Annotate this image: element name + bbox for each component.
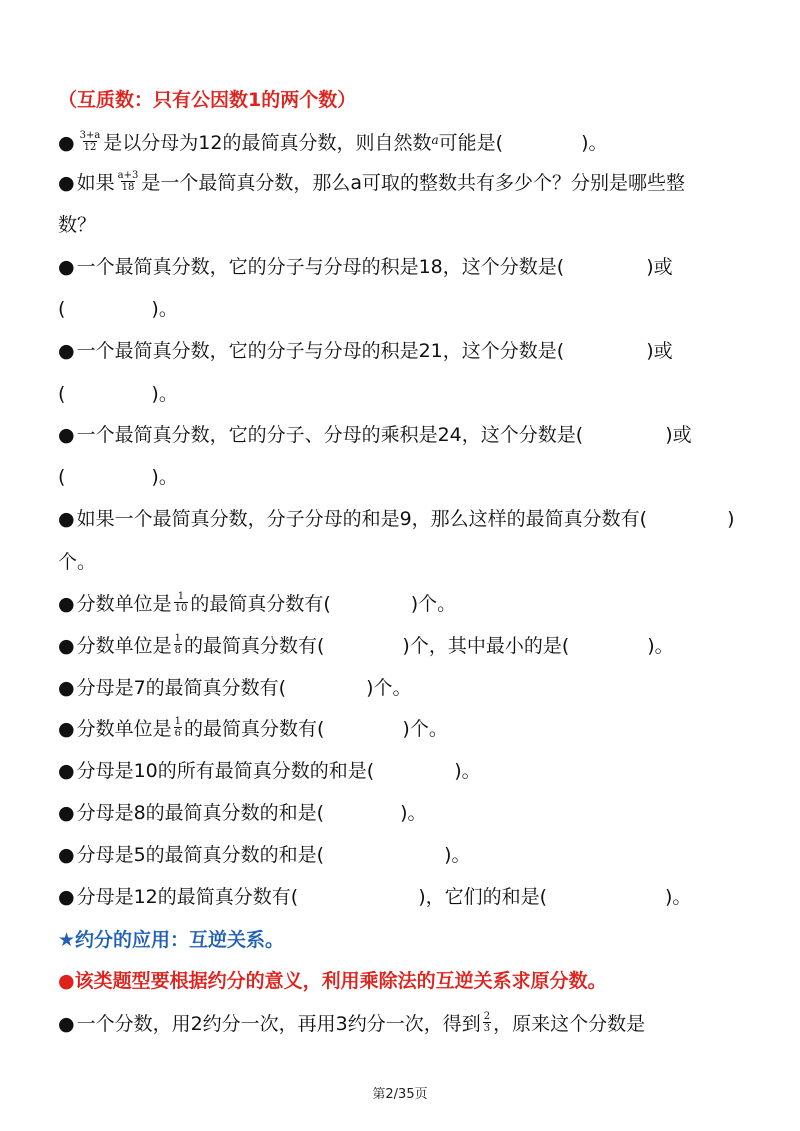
question-text: 数？ [58, 214, 97, 236]
question-text: 的最简真分数有( [183, 635, 325, 657]
fraction [174, 633, 182, 656]
question-text: ( [58, 466, 66, 488]
question-2-continued [58, 213, 760, 237]
question-14 [58, 885, 760, 909]
question-text: 的最简真分数有( [183, 718, 325, 740]
question-text: )，它们的和是( [418, 886, 548, 908]
question-text: 分数单位是 [76, 718, 172, 740]
fraction-numerator: 1 [177, 591, 185, 602]
page-number: 第2/35页 [372, 1087, 428, 1102]
section-text: ★约分的应用：互逆关系。 [58, 929, 285, 951]
bullet-icon: ● [58, 886, 75, 908]
fraction [483, 1011, 491, 1034]
question-text: )个。 [410, 593, 457, 615]
question-text: 分数单位是 [76, 635, 172, 657]
question-text: )或 [665, 424, 692, 446]
question-4-continued [58, 382, 760, 406]
fraction [79, 130, 102, 153]
fraction-numerator: 1 [174, 716, 181, 727]
question-text: )或 [646, 340, 673, 362]
bullet-icon: ● [58, 424, 75, 446]
question-1 [58, 128, 760, 155]
question-text: ( [58, 383, 66, 405]
fraction-denominator: 8 [174, 645, 181, 656]
bullet-icon: ● [58, 132, 75, 154]
fraction-numerator: 3+a [79, 130, 101, 141]
bullet-icon: ● [58, 1013, 75, 1035]
variable-a: a [431, 133, 439, 147]
question-text: )个，其中最小的是( [402, 635, 570, 657]
fraction [174, 716, 182, 739]
bullet-icon: ● [58, 844, 75, 866]
fraction [174, 591, 189, 614]
bullet-icon: ● [58, 508, 75, 530]
bullet-icon: ● [58, 760, 75, 782]
fraction [117, 170, 140, 193]
question-text: 一个最简真分数，它的分子与分母的积是21，这个分数是( [76, 340, 565, 362]
bullet-icon: ● [58, 635, 75, 657]
question-10 [58, 717, 760, 741]
fraction-denominator: 12 [83, 142, 97, 153]
header-text: （互质数：只有公因数1的两个数） [58, 89, 357, 111]
question-text: )。 [400, 802, 427, 824]
question-text: 分母是5的最简真分数的和是( [76, 844, 325, 866]
question-text: 一个分数，用2约分一次，再用3约分一次，得到 [76, 1013, 481, 1035]
question-text: 如果一个最简真分数，分子分母的和是9，那么这样的最简真分数有( [76, 508, 648, 530]
question-3-continued [58, 297, 760, 321]
question-text: ) [727, 508, 735, 530]
question-text: 分数单位是 [76, 593, 172, 615]
question-11 [58, 759, 760, 783]
bullet-icon: ● [58, 718, 75, 740]
question-text: )。 [151, 466, 178, 488]
question-13 [58, 843, 760, 867]
question-text: 可能是( [438, 132, 504, 154]
question-text: ( [58, 298, 66, 320]
question-text: )或 [646, 256, 673, 278]
question-text: )。 [151, 298, 178, 320]
bullet-icon: ● [58, 802, 75, 824]
question-text: )。 [581, 132, 608, 154]
note-text: ●该类题型要根据约分的意义，利用乘除法的互逆关系求原分数。 [58, 970, 607, 992]
question-text: )。 [647, 635, 674, 657]
section-heading-reduction [58, 928, 760, 952]
question-text: 如果 [76, 172, 115, 194]
question-3 [58, 255, 760, 279]
question-2 [58, 171, 760, 195]
question-text: 一个最简真分数，它的分子、分母的乘积是24，这个分数是( [76, 424, 584, 446]
bullet-icon: ● [58, 593, 75, 615]
question-text: 一个最简真分数，它的分子与分母的积是18，这个分数是( [76, 256, 565, 278]
question-text: 的最简真分数有( [190, 593, 331, 615]
question-4 [58, 339, 760, 363]
fraction-denominator: 6 [174, 728, 181, 739]
bullet-icon: ● [58, 256, 75, 278]
question-5 [58, 423, 760, 447]
question-7 [58, 592, 760, 616]
question-8 [58, 634, 760, 658]
question-text: 分母是7的最简真分数有( [76, 677, 287, 699]
question-text: 分母是8的最简真分数的和是( [76, 802, 325, 824]
question-9 [58, 676, 760, 700]
question-15 [58, 1012, 760, 1036]
question-text: )个。 [366, 677, 412, 699]
fraction-denominator: 3 [483, 1023, 491, 1034]
question-6-continued [58, 550, 760, 574]
bullet-icon: ● [58, 677, 75, 699]
fraction-numerator: 1 [174, 633, 181, 644]
question-text: 分母是12的最简真分数有( [76, 886, 299, 908]
question-text: ，原来这个分数是 [493, 1013, 646, 1035]
question-12 [58, 801, 760, 825]
question-6 [58, 507, 760, 531]
question-text: 个。 [58, 551, 97, 573]
question-text: )。 [665, 886, 692, 908]
question-text: )。 [454, 760, 481, 782]
question-text: )。 [444, 844, 471, 866]
question-text: 分母是10的所有最简真分数的和是( [76, 760, 375, 782]
question-text: )。 [151, 383, 178, 405]
fraction-numerator: a+3 [117, 170, 139, 181]
section-header-coprime [58, 88, 760, 112]
question-text: 是一个最简真分数，那么a可取的整数共有多少个？分别是哪些整 [141, 172, 685, 194]
bullet-icon: ● [58, 340, 75, 362]
bullet-icon: ● [58, 172, 75, 194]
question-text: 是以分母为12的最简真分数，则自然数 [103, 132, 432, 154]
fraction-denominator: 18 [121, 182, 135, 193]
fraction-numerator: 2 [483, 1011, 491, 1022]
question-text: )个。 [402, 718, 448, 740]
fraction-denominator: 10 [174, 603, 188, 614]
question-5-continued [58, 465, 760, 489]
method-note [58, 969, 760, 993]
